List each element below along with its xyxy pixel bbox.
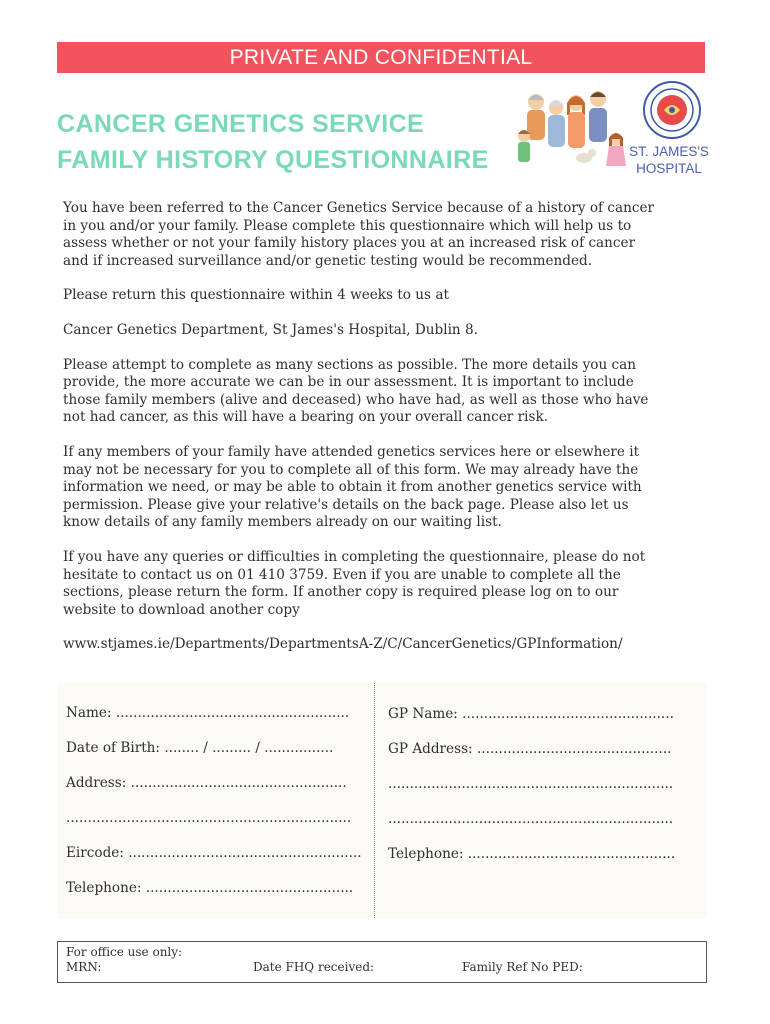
telephone-field[interactable]: Telephone: ................................................ [66, 880, 354, 896]
gp-address-line-2-field[interactable]: .................................................................. [388, 776, 674, 792]
gp-name-field[interactable]: GP Name: ................................................. [388, 706, 674, 722]
hospital-name [626, 143, 712, 177]
gp-address-field[interactable]: GP Address: ............................................. [388, 741, 672, 757]
intro-paragraph [63, 200, 713, 270]
text-line: Please attempt to complete as many sections as possible. The more details you can [63, 356, 637, 373]
text-line: If any members of your family have attended genetics services here or elsewhere it [63, 443, 640, 460]
attempt-paragraph [63, 357, 713, 427]
eircode-field[interactable]: Eircode: ...................................................... [66, 845, 362, 861]
hospital-crest-icon [638, 80, 706, 140]
mrn-label: MRN: [66, 960, 102, 974]
questionnaire-title: FAMILY HISTORY QUESTIONNAIRE [57, 146, 489, 174]
address-field[interactable]: Address: .................................................. [66, 775, 347, 791]
name-field[interactable]: Name: ...................................................... [66, 705, 350, 721]
dob-field[interactable]: Date of Birth: ........ / ......... / ................ [66, 740, 334, 756]
address-paragraph: Cancer Genetics Department, St James's Hospital, Dublin 8. [63, 321, 478, 338]
confidential-banner: PRIVATE AND CONFIDENTIAL [57, 42, 705, 73]
text-line: information we need, or may be able to obtain it from another genetics service with [63, 479, 642, 496]
service-title: CANCER GENETICS SERVICE [57, 110, 425, 138]
family-ref-label: Family Ref No PED: [462, 960, 583, 974]
text-line: hesitate to contact us on 01 410 3759. Even if you are unable to complete all the [63, 566, 621, 583]
date-received-label: Date FHQ received: [253, 960, 375, 974]
text-line: sections, please return the form. If another copy is required please log on to our [63, 584, 619, 601]
website-link[interactable]: www.stjames.ie/Departments/DepartmentsA-Z/C/CancerGenetics/GPInformation/ [63, 636, 623, 653]
gp-address-line-3-field[interactable]: .................................................................. [388, 811, 674, 827]
return-paragraph: Please return this questionnaire within 4 weeks to us at [63, 287, 449, 304]
text-line: If you have any queries or difficulties in completing the questionnaire, please do not [63, 548, 646, 565]
text-line: know details of any family members already on our waiting list. [63, 514, 502, 531]
text-line: and if increased surveillance and/or genetic testing would be recommended. [63, 252, 593, 269]
family-illustration [512, 88, 634, 178]
office-use-label: For office use only: [66, 945, 183, 959]
queries-paragraph [63, 549, 713, 619]
text-line: those family members (alive and deceased) who have had, as well as those who have [63, 391, 649, 408]
services-paragraph [63, 444, 713, 532]
address-line-2-field[interactable]: .................................................................. [66, 810, 352, 826]
hospital-name-line-2: HOSPITAL [636, 161, 702, 176]
text-line: assess whether or not your family history places you at an increased risk of cancer [63, 235, 636, 252]
office-use-box [57, 941, 707, 983]
text-line: permission. Please give your relative's details on the back page. Please also let us [63, 496, 629, 513]
text-line: in you and/or your family. Please complete this questionnaire which will help us to [63, 217, 632, 234]
hospital-name-line-1: ST. JAMES'S [629, 144, 709, 159]
text-line: website to download another copy [63, 601, 300, 618]
instructions [63, 200, 713, 671]
gp-telephone-field[interactable]: Telephone: ................................................ [388, 846, 676, 862]
text-line: not had cancer, as this will have a bearing on your overall cancer risk. [63, 409, 549, 426]
text-line: You have been referred to the Cancer Genetics Service because of a history of cancer [63, 200, 654, 216]
text-line: may not be necessary for you to complete all of this form. We may already have the [63, 461, 639, 478]
text-line: provide, the more accurate we can be in our assessment. It is important to include [63, 374, 634, 391]
form-divider [374, 683, 375, 918]
